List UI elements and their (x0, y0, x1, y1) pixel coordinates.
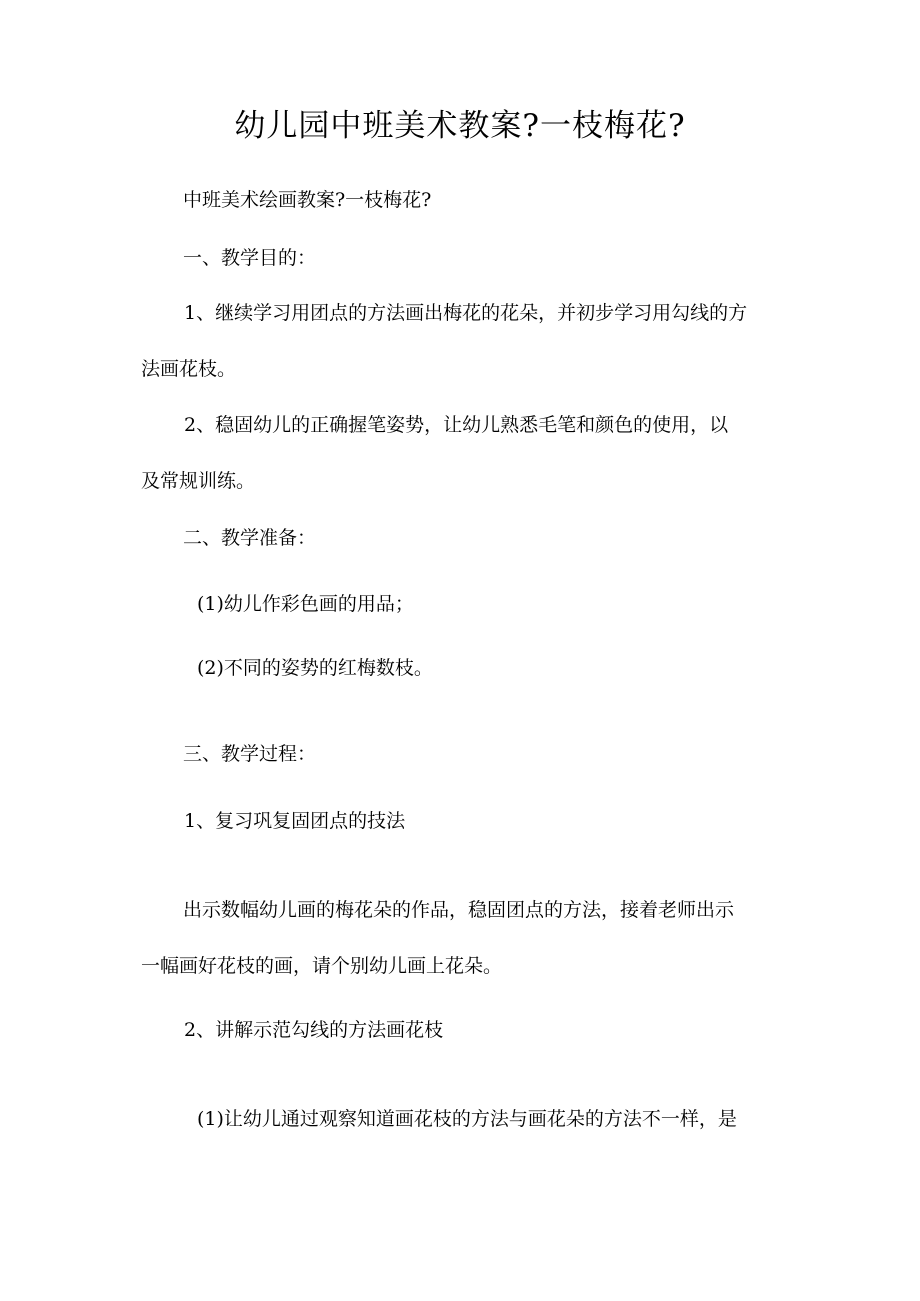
goal-2-line-2: 及常规训练。 (141, 470, 256, 492)
preparation-item-1: (1)幼儿作彩色画的用品； (197, 593, 414, 615)
step-1-heading: 1、复习巩复固团点的技法 (184, 810, 406, 832)
step-1-line-2: 一幅画好花枝的画，请个别幼儿画上花朵。 (141, 955, 503, 977)
document-title: 幼儿园中班美术教案?一枝梅花? (234, 108, 686, 144)
goal-1-line-2: 法画花枝。 (141, 358, 237, 380)
document-subtitle: 中班美术绘画教案?一枝梅花? (183, 189, 432, 211)
goal-2-line-1: 2、稳固幼儿的正确握笔姿势，让幼儿熟悉毛笔和颜色的使用，以 (184, 414, 729, 436)
section-heading-process: 三、教学过程： (183, 743, 317, 765)
section-heading-goals: 一、教学目的： (183, 247, 317, 269)
section-heading-preparation: 二、教学准备： (183, 527, 317, 549)
goal-1-line-1: 1、继续学习用团点的方法画出梅花的花朵，并初步学习用勾线的方 (184, 302, 748, 324)
preparation-item-2: (2)不同的姿势的红梅数枝。 (197, 657, 433, 679)
step-2-sub-item-1: (1)让幼儿通过观察知道画花枝的方法与画花朵的方法不一样，是 (197, 1108, 737, 1130)
step-2-heading: 2、讲解示范勾线的方法画花枝 (184, 1019, 444, 1041)
step-1-line-1: 出示数幅幼儿画的梅花朵的作品，稳固团点的方法，接着老师出示 (183, 899, 735, 921)
